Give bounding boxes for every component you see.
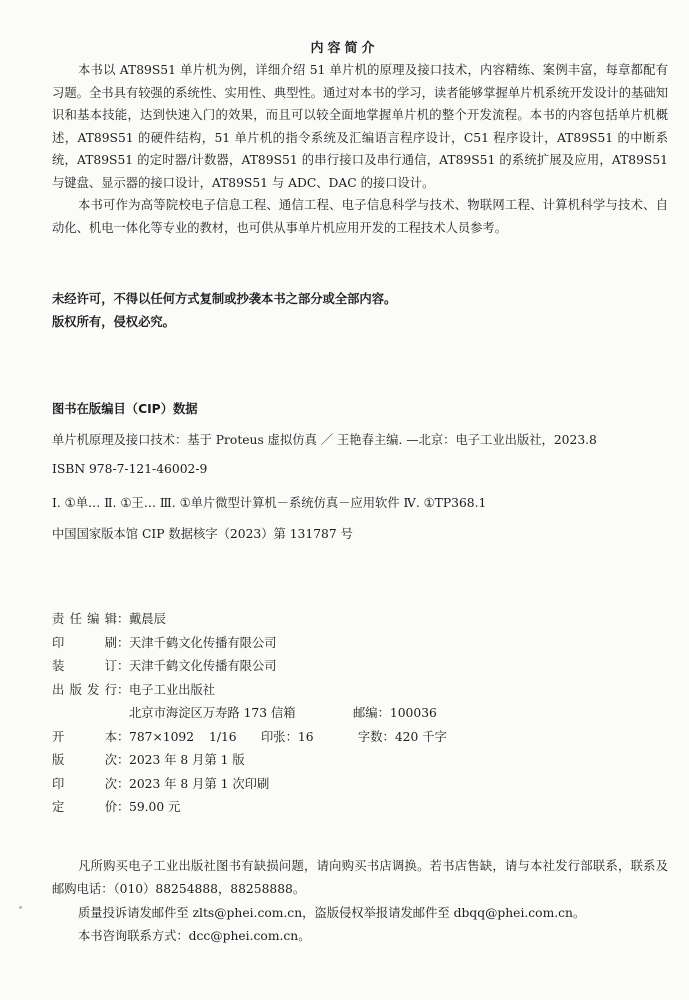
staff-price-row: 定价：59.00 元 <box>52 797 668 815</box>
cip-classification: Ⅰ. ①单… Ⅱ. ①王… Ⅲ. ①单片微型计算机－系统仿真－应用软件 Ⅳ. ①TP368.1 <box>52 496 487 510</box>
footer-contact-email: 本书咨询联系方式：dcc@phei.com.cn。 <box>78 929 311 943</box>
printer-label: 印刷 <box>52 636 117 650</box>
publisher-label: 出版发行 <box>52 683 117 697</box>
edition-label: 版次 <box>52 753 117 767</box>
cip-title-line: 单片机原理及接口技术：基于 Proteus 虚拟仿真 ／ 王艳春主编. —北京：电子工业出版社，2023.8 <box>52 433 597 447</box>
binder-value: 天津千鹤文化传播有限公司 <box>129 659 277 673</box>
staff-printer-row: 印刷：天津千鹤文化传播有限公司 <box>52 633 668 651</box>
words-label: 字数： <box>357 730 395 744</box>
postcode-label: 邮编： <box>353 706 390 720</box>
printer-value: 天津千鹤文化传播有限公司 <box>129 636 277 650</box>
staff-impression-row: 印次：2023 年 8 月第 1 次印刷 <box>52 774 668 792</box>
publisher-value: 电子工业出版社 <box>129 683 216 697</box>
decorative-dot-icon <box>19 906 22 909</box>
summary-paragraph-2: 本书可作为高等院校电子信息工程、通信工程、电子信息科学与技术、物联网工程、计算机科学与技术、自动化、机电一体化等专业的教材，也可供从事单片机应用开发的工程技术人员参考。 <box>52 198 668 235</box>
price-label: 定价 <box>52 800 117 814</box>
cip-heading: 图书在版编目（CIP）数据 <box>52 402 198 416</box>
postcode-value: 100036 <box>389 706 437 720</box>
edition-value: 2023 年 8 月第 1 版 <box>129 753 245 767</box>
staff-format-row: 开本：787×1092 1/16 印张：16 字数：420 千字 <box>52 727 668 745</box>
sheets-value: 16 <box>297 730 314 744</box>
footer-complaint-emails: 质量投诉请发邮件至 zlts@phei.com.cn，盗版侵权举报请发邮件至 dbqq@phei.com.cn。 <box>78 906 586 920</box>
words-value: 420 千字 <box>394 730 447 744</box>
format-label: 开本 <box>52 730 117 744</box>
address-value: 北京市海淀区万寿路 173 信箱 <box>129 706 296 720</box>
staff-binder-row: 装订：天津千鹤文化传播有限公司 <box>52 656 668 674</box>
format-value: 787×1092 <box>129 730 195 744</box>
staff-editor-row: 责任编辑：戴晨辰 <box>52 609 668 627</box>
staff-address-row <box>52 703 668 721</box>
copyright-notice-1: 未经许可，不得以任何方式复制或抄袭本书之部分或全部内容。 <box>52 292 397 306</box>
format-fraction: 1/16 <box>209 730 237 744</box>
price-value: 59.00 元 <box>129 800 181 814</box>
cip-record-number: 中国国家版本馆 CIP 数据核字（2023）第 131787 号 <box>52 527 353 541</box>
impression-value: 2023 年 8 月第 1 次印刷 <box>129 777 270 791</box>
footer-return-policy: 凡所购买电子工业出版社图书有缺损问题，请向购买书店调换。若书店售缺，请与本社发行部联系，联系及邮购电话：（010）88254888，88258888。 <box>52 859 668 896</box>
sheets-label: 印张： <box>261 730 298 744</box>
staff-publisher-row: 出版发行：电子工业出版社 <box>52 680 668 698</box>
binder-label: 装订 <box>52 659 117 673</box>
editor-value: 戴晨辰 <box>129 612 166 626</box>
summary-paragraph-1: 本书以 AT89S51 单片机为例，详细介绍 51 单片机的原理及接口技术，内容精练、案例丰富，每章都配有习题。全书具有较强的系统性、实用性、典型性。通过对本书的学习，读者能够掌握单片机系统开发设计的基础知识和基本技能，达到快速入门的效果，而且可以较全面地掌握单片机的整个开发流程。本书的内容包括单片机概述，AT89S51 的硬件结构，51 单片机的指令系统及汇编语言程序设计，C51 程序设计，AT89S51 的中断系统，AT89S51 的定时器/计数器，AT89S51 的串行接口及串行通信，AT89S51 的系统扩展及应用，AT89S51 与键盘、显示器的接口设计，AT89S51 与 ADC、DAC 的接口设计。 <box>52 63 668 190</box>
copyright-notice-2: 版权所有，侵权必究。 <box>52 315 175 329</box>
impression-label: 印次 <box>52 777 117 791</box>
cip-isbn: ISBN 978-7-121-46002-9 <box>52 462 208 476</box>
editor-label: 责任编辑 <box>52 612 117 626</box>
summary-title: 内容简介 <box>310 41 379 56</box>
staff-edition-row: 版次：2023 年 8 月第 1 版 <box>52 750 668 768</box>
